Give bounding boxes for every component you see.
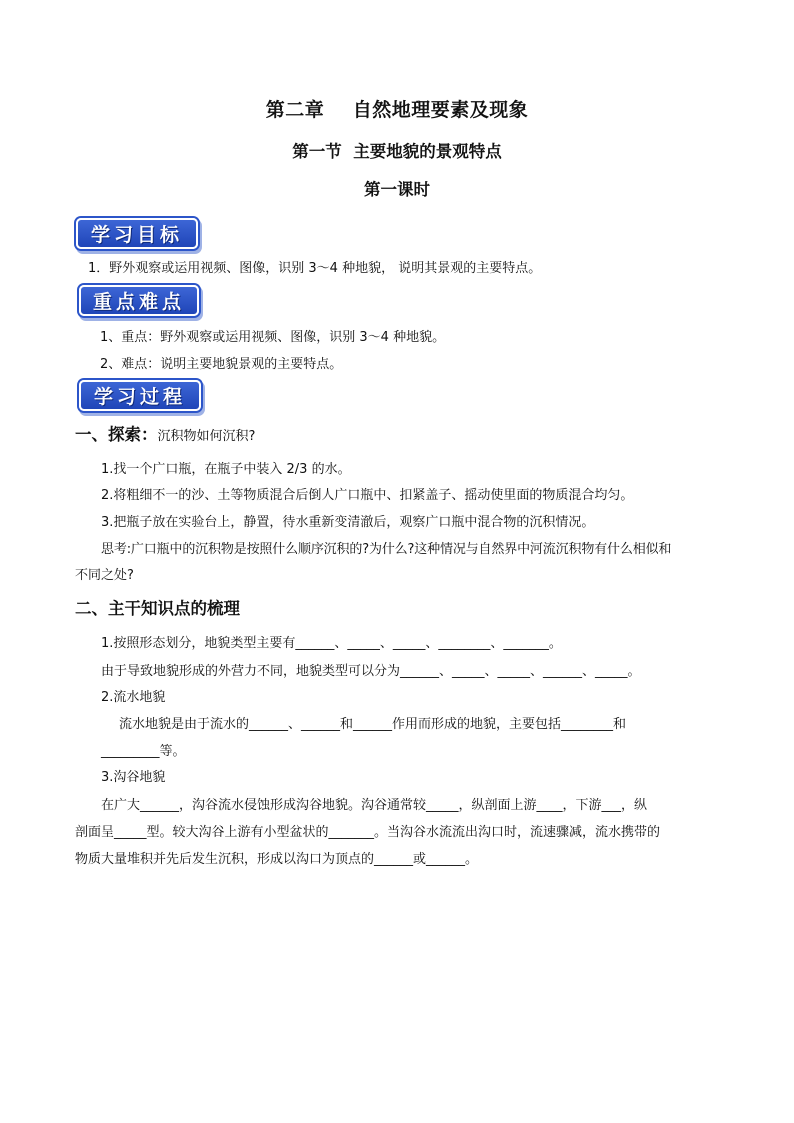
knowledge-p1: 1.按照形态划分，地貌类型主要有______、_____、_____、________、_______。 bbox=[101, 636, 562, 651]
key-point-item-1: 1、重点：野外观察或运用视频、图像，识别 3～4 种地貌。 bbox=[100, 330, 446, 345]
key-points-badge: 重点难点 bbox=[79, 285, 199, 316]
explore-heading-text: 一、探索： bbox=[75, 425, 158, 444]
explore-think-line-1: 思考:广口瓶中的沉积物是按照什么顺序沉积的?为什么?这种情况与自然界中河流沉积物有什么相似和 bbox=[101, 542, 672, 557]
explore-think-line-2: 不同之处? bbox=[75, 568, 134, 583]
knowledge-p3-line-3: 物质大量堆积并先后发生沉积，形成以沟口为顶点的______或______。 bbox=[75, 852, 479, 867]
process-badge: 学习过程 bbox=[79, 380, 201, 411]
explore-step-1: 1.找一个广口瓶，在瓶子中装入 2/3 的水。 bbox=[101, 462, 351, 477]
knowledge-p2-line-1: 流水地貌是由于流水的______、______和______作用而形成的地貌，主要包括________和 bbox=[119, 717, 627, 732]
explore-heading bbox=[75, 421, 255, 445]
explore-step-3: 3.把瓶子放在实验台上，静置，待水重新变清澈后，观察广口瓶中混合物的沉积情况。 bbox=[101, 515, 595, 530]
section-title: 第一节 主要地貌的景观特点 bbox=[292, 142, 502, 161]
knowledge-p3-line-1: 在广大______，沟谷流水侵蚀形成沟谷地貌。沟谷通常较_____，纵剖面上游____，下游___，纵 bbox=[101, 798, 648, 813]
knowledge-p2-line-2: _________等。 bbox=[101, 744, 186, 759]
objective-item-1: 1．野外观察或运用视频、图像，识别 3～4 种地貌， 说明其景观的主要特点。 bbox=[88, 261, 542, 276]
objectives-badge: 学习目标 bbox=[76, 218, 198, 249]
chapter-title: 第二章 自然地理要素及现象 bbox=[265, 99, 529, 121]
knowledge-p3-line-2: 剖面呈_____型。较大沟谷上游有小型盆状的_______。当沟谷水流流出沟口时，流速骤减，流水携带的 bbox=[75, 825, 661, 840]
knowledge-p3-title: 3.沟谷地貌 bbox=[101, 770, 166, 785]
knowledge-heading: 二、主干知识点的梳理 bbox=[75, 599, 240, 618]
explore-step-2: 2.将粗细不一的沙、土等物质混合后倒人广口瓶中、扣紧盖子、摇动使里面的物质混合均匀。 bbox=[101, 488, 634, 503]
lesson-title: 第一课时 bbox=[364, 180, 430, 199]
key-point-item-2: 2、难点：说明主要地貌景观的主要特点。 bbox=[100, 357, 343, 372]
knowledge-p2-title: 2.流水地貌 bbox=[101, 690, 166, 705]
knowledge-p1b: 由于导致地貌形成的外营力不同，地貌类型可以分为______、_____、_____、______、_____。 bbox=[101, 664, 641, 679]
explore-question: 沉积物如何沉积? bbox=[157, 429, 256, 444]
